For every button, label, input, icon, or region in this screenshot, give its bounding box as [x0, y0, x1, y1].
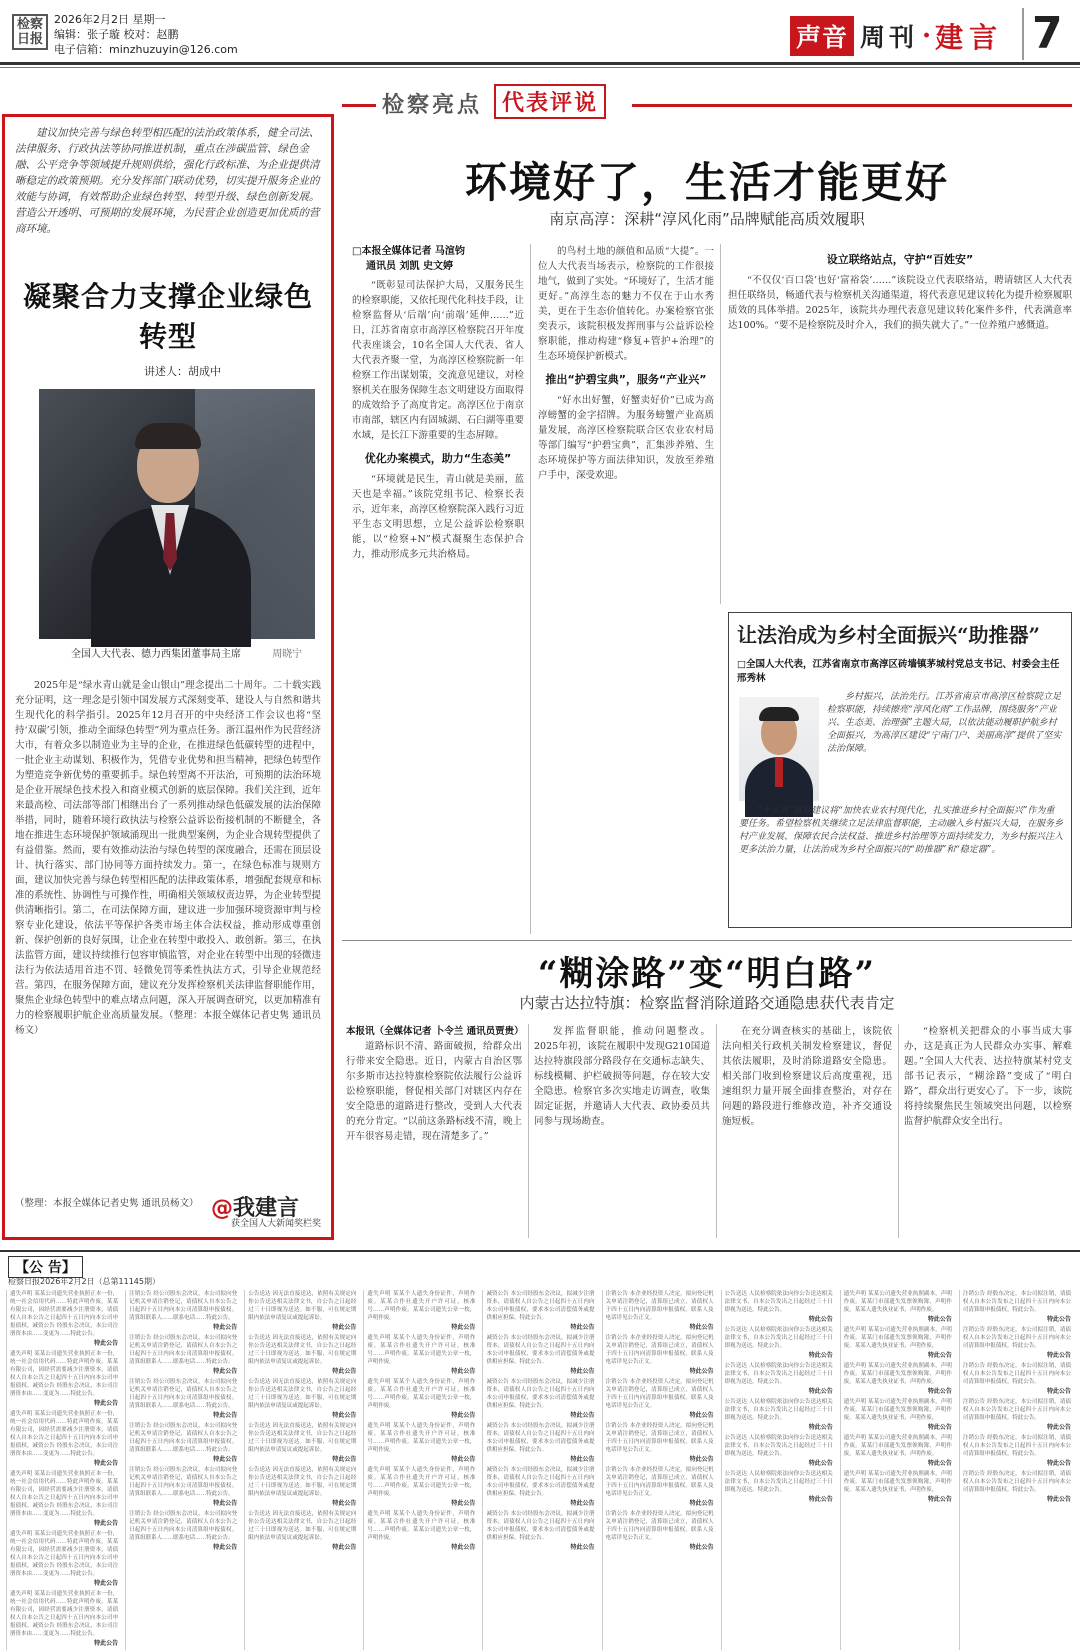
article2-column-4 — [904, 1024, 1072, 1238]
brand-week: 周刊 — [860, 23, 919, 52]
proposal-speaker: 讲述人：胡成中 — [144, 365, 221, 378]
notice-tag: 特此公告 — [689, 1368, 714, 1375]
notice-tag: 特此公告 — [451, 1412, 476, 1419]
notice-text: 公告送达 因无法直接送达，依照有关规定向你公告送达相关法律文书，自公告之日起经过三十日即视为送达。如不服，可在规定期限内依法申请复议或提起诉讼。 — [248, 1335, 357, 1365]
notice-tag: 特此公告 — [808, 1496, 833, 1503]
notice-text: 遗失声明 某某个人遗失身份证件，声明作废。某某合作社遗失开户许可证，核准号……声明作废。某某公司遗失公章一枚，声明作废。 — [367, 1291, 476, 1321]
notice-tag: 特此公告 — [689, 1412, 714, 1419]
notice-text: 注销公告 经股东决定，本公司拟注销，请债权人自本公告发布之日起四十五日内向本公司清算组申报债权。特此公告。 — [962, 1363, 1071, 1385]
issue-meta — [54, 12, 238, 57]
page-number: 7 — [1022, 8, 1063, 60]
notice-tag: 特此公告 — [94, 1340, 119, 1347]
notice-tag: 特此公告 — [332, 1544, 357, 1551]
notice-text: 注销公告 经股东决定，本公司拟注销，请债权人自本公告发布之日起四十五日内向本公司清算组申报债权。特此公告。 — [962, 1291, 1071, 1313]
photo-hair — [135, 423, 201, 449]
notice-tag: 特此公告 — [808, 1460, 833, 1467]
notice-text: 公告送达 因无法直接送达，依照有关规定向你公告送达相关法律文书，自公告之日起经过三十日即视为送达。如不服，可在规定期限内依法申请复议或提起诉讼。 — [248, 1291, 357, 1321]
notice-text: 公告送达 因无法直接送达，依照有关规定向你公告送达相关法律文书，自公告之日起经过三十日即视为送达。如不服，可在规定期限内依法申请复议或提起诉讼。 — [248, 1467, 357, 1497]
notice-tag: 特此公告 — [570, 1544, 595, 1551]
column-divider — [720, 244, 721, 604]
notice-text: 注销公告 经股东决定，本公司拟注销，请债权人自本公告发布之日起四十五日内向本公司清算组申报债权。特此公告。 — [962, 1399, 1071, 1421]
notice-tag: 特此公告 — [94, 1460, 119, 1467]
notice-text: 减资公告 本公司经股东会决议，拟减少注册资本，请债权人自公告之日起四十五日内向本公司申报债权，要求本公司清偿债务或提供相应担保。特此公告。 — [486, 1423, 595, 1453]
notice-text: 遗失声明 某某个人遗失身份证件，声明作废。某某合作社遗失开户许可证，核准号……声明作废。某某公司遗失公章一枚，声明作废。 — [367, 1511, 476, 1541]
brand-section: 建言 — [935, 21, 1004, 54]
article1-col2-para2: “好水出好蟹，好蟹卖好价”已成为高淳螃蟹的金字招牌。为服务螃蟹产业高质量发展，高淳区检察院联合区农业农村局等部门编写“护碧宝典”，汇集涉养殖、生态环境保护等方面法律知识，发放至养殖户手中，深受欢迎。 — [538, 395, 714, 481]
notice-tag: 特此公告 — [332, 1500, 357, 1507]
notice-tag: 特此公告 — [1046, 1352, 1071, 1359]
article1-col3-para: “不仅仅‘百口袋’也好‘富裕袋’……”该院设立代表联络站，聘请辖区人大代表担任联络员，畅通代表与检察机关沟通渠道，将代表意见建议转化为提升检察履职质效的具体举措。2025年，该院共办理代表意见建议转化案件多件，代表满意率达100%。“要不是检察院及时介入，我们的损失就大了。”一位养殖户感慨道。 — [728, 275, 1072, 331]
article2-title: “糊涂路”变“明白路” — [537, 954, 877, 994]
notice-text: 注销公告 本企业经投资人决定，拟向登记机关申请注销登记，清算组已成立，请债权人于四十五日内向清算组申报债权。联系人及电话详见公告正文。 — [605, 1511, 714, 1541]
column-divider — [528, 1024, 529, 1238]
notice-tag: 特此公告 — [689, 1500, 714, 1507]
article1-column-3 — [728, 252, 1072, 604]
notice-text: 减资公告 本公司经股东会决议，拟减少注册资本，请债权人自公告之日起四十五日内向本公司申报债权，要求本公司清偿债务或提供相应担保。特此公告。 — [486, 1511, 595, 1541]
newspaper-logo — [12, 14, 48, 50]
notice-tag: 特此公告 — [451, 1324, 476, 1331]
notice-text: 注销公告 本企业经投资人决定，拟向登记机关申请注销登记，清算组已成立，请债权人于四十五日内向清算组申报债权。联系人及电话详见公告正文。 — [605, 1467, 714, 1497]
notice-text: 注销公告 经股东决定，本公司拟注销，请债权人自本公告发布之日起四十五日内向本公司清算组申报债权。特此公告。 — [962, 1327, 1071, 1349]
notice-text: 注销公告 经公司股东会决议，本公司拟向登记机关申请注销登记，请债权人自本公告之日起四十五日内向本公司清算组申报债权。清算组联系人……联系电话……特此公告。 — [129, 1511, 238, 1541]
notice-text: 减资公告 本公司经股东会决议，拟减少注册资本，请债权人自公告之日起四十五日内向本公司申报债权，要求本公司清偿债务或提供相应担保。特此公告。 — [486, 1335, 595, 1365]
at-icon: @ — [211, 1196, 233, 1221]
notice-text: 公告送达 人民检察院依法向你公告送达相关法律文书，自本公告发出之日起经过三十日即视为送达。特此公告。 — [724, 1291, 833, 1313]
notice-text: 遗失声明 某某公司遗失营业执照副本，声明作废。某某门市部遗失发票领购簿，声明作废。某某人遗失执业证书，声明作废。 — [843, 1471, 952, 1493]
notice-text: 公告送达 人民检察院依法向你公告送达相关法律文书，自本公告发出之日起经过三十日即视为送达。特此公告。 — [724, 1363, 833, 1385]
notice-column — [125, 1290, 240, 1650]
notice-tag: 特此公告 — [927, 1316, 952, 1323]
portrait-tie — [775, 757, 783, 787]
notice-text: 公告送达 人民检察院依法向你公告送达相关法律文书，自本公告发出之日起经过三十日即视为送达。特此公告。 — [724, 1327, 833, 1349]
comment-text-1: 乡村振兴，法治先行。江苏省南京市高淳区检察院立足检察职能，持续擦亮“淳风化雨”工作品牌，围绕服务“产业兴、生态美、治理强”主题大局，以依法能动履职护航乡村全面振兴，为高淳区建设“宁南门户、美丽高淳”提供了坚实法治保障。 — [827, 692, 1062, 754]
notice-section — [0, 1250, 1080, 1647]
notice-text: 公告送达 因无法直接送达，依照有关规定向你公告送达相关法律文书，自公告之日起经过三十日即视为送达。如不服，可在规定期限内依法申请复议或提起诉讼。 — [248, 1379, 357, 1409]
notice-tag: 特此公告 — [94, 1520, 119, 1527]
notice-tag: 特此公告 — [1046, 1388, 1071, 1395]
notice-column — [721, 1290, 836, 1650]
article1-column-2 — [538, 244, 714, 934]
notice-tag: 特此公告 — [1046, 1424, 1071, 1431]
article-separator — [342, 940, 1072, 941]
comment-title: 让法治成为乡村全面振兴“助推器” — [737, 623, 1041, 647]
notice-text: 遗失声明 某某公司遗失营业执照正本一份，统一社会信用代码……特此声明作废。某某有限公司，因经营需要减少注册资本，请债权人自本公告之日起四十五日内向本公司申报债权。减资公告 经股东会决议，本公司注册资本由……变更为……特此公告。 — [10, 1351, 119, 1397]
notice-tag: 特此公告 — [689, 1456, 714, 1463]
notice-date: 检察日报2026年2月2日（总第11145期） — [8, 1277, 160, 1286]
notice-tag: 特此公告 — [1046, 1496, 1071, 1503]
notice-text: 注销公告 本企业经投资人决定，拟向登记机关申请注销登记，清算组已成立，请债权人于四十五日内向清算组申报债权。联系人及电话详见公告正文。 — [605, 1335, 714, 1365]
notice-tag: 特此公告 — [808, 1424, 833, 1431]
notice-text: 减资公告 本公司经股东会决议，拟减少注册资本，请债权人自公告之日起四十五日内向本公司申报债权，要求本公司清偿债务或提供相应担保。特此公告。 — [486, 1379, 595, 1409]
footer-note: （整理：本报全媒体记者史隽 通讯员杨文） — [15, 1198, 199, 1209]
notice-tag: 特此公告 — [808, 1316, 833, 1323]
notice-text: 注销公告 经公司股东会决议，本公司拟向登记机关申请注销登记，请债权人自本公告之日起四十五日内向本公司清算组申报债权。清算组联系人……联系电话……特此公告。 — [129, 1291, 238, 1321]
article2-column-2 — [534, 1024, 710, 1238]
notice-tag: 特此公告 — [1046, 1316, 1071, 1323]
notice-tag: 特此公告 — [570, 1456, 595, 1463]
issue-date: 2026年2月2日 星期一 — [54, 13, 166, 26]
portrait-hair — [759, 707, 799, 721]
notice-text: 遗失声明 某某公司遗失营业执照正本一份，统一社会信用代码……特此声明作废。某某有限公司，因经营需要减少注册资本，请债权人自本公告之日起四十五日内向本公司申报债权。减资公告 经股东会决议，本公司注册资本由……变更为……特此公告。 — [10, 1591, 119, 1637]
masthead — [0, 0, 1080, 70]
section-brand — [790, 14, 1003, 58]
notice-text: 注销公告 经股东决定，本公司拟注销，请债权人自本公告发布之日起四十五日内向本公司清算组申报债权。特此公告。 — [962, 1471, 1071, 1493]
article2-col2-para: 发挥监督职能，推动问题整改。2025年初，该院在履职中发现G210国道达拉特旗段部分路段存在交通标志缺失、标线模糊、护栏破损等问题，存在较大安全隐患。检察官多次实地走访调查，收集固定证据，并邀请人大代表、政协委员共同参与现场勘查。 — [534, 1026, 710, 1127]
kicker-gray: 检察亮点 — [382, 93, 483, 118]
notice-tag: 特此公告 — [451, 1368, 476, 1375]
article1-col2-para: 的鸟村土地的颜值和品质“大提”。一位人大代表当场表示，检察院的工作很接地气，做到了实处。“环境好了，生活才能更好。”高淳生态的魅力不仅在于山水秀美，更在于生态价值转化。办案检察官张奕表示，该院积极发挥刑事与公益诉讼检察职能，推动构建“修复+管护+治理”的生态环境保护新模式。 — [538, 246, 714, 362]
notice-rule — [0, 1250, 1080, 1252]
article2-column-3 — [722, 1024, 892, 1238]
notice-column — [840, 1290, 955, 1650]
notice-header: 【公 告】 — [8, 1256, 83, 1278]
proposal-title: 凝聚合力支撑企业绿色转型 — [22, 280, 313, 353]
article2-col1-para: 道路标识不清、路面破损，给群众出行带来安全隐患。近日，内蒙古自治区鄂尔多斯市达拉特旗检察院依法履行公益诉讼检察职能，督促相关部门对辖区内存在安全隐患的道路进行整改，受到人大代表的充分肯定。“以前这条路标线不清，晚上开车很容易走错，现在清楚多了。” — [346, 1041, 522, 1142]
article1-col1-para2: “环境就是民生，青山就是美丽，蓝天也是幸福。”该院党组书记、检察长表示，近年来，高淳区检察院深入践行习近平生态文明思想，立足公益诉讼检察职能，以“检察+N”模式凝聚生态保护合力，推动形成多元共治格局。 — [352, 474, 524, 560]
top-rule — [0, 62, 1080, 65]
article1-col1-para: “既彰显司法保护大局，又服务民生的检察职能，又依托现代化科技手段，让检察监督从‘后端’向‘前端’延伸……”近日，江苏省南京市高淳区检察院召开年度代表座谈会，10名全国人大代表、省人大代表齐聚一堂，为高淳区检察院新一年检察工作出谋划策，交流意见建议，对检察机关在服务保障生态文明建设方面取得的成效给予了高度肯定。高淳区位于南京市南部，辖区内有固城湖、石臼湖等重要水域，是长江下游重要的生态屏障。 — [352, 280, 524, 441]
kicker-rule-left — [342, 104, 376, 107]
notice-tag: 特此公告 — [332, 1368, 357, 1375]
notice-tag: 特此公告 — [451, 1544, 476, 1551]
article1-byline-2: 通讯员 刘凯 史文婷 — [366, 261, 453, 272]
notice-tag: 特此公告 — [213, 1368, 238, 1375]
notice-text: 遗失声明 某某公司遗失营业执照副本，声明作废。某某门市部遗失发票领购簿，声明作废。某某人遗失执业证书，声明作废。 — [843, 1327, 952, 1349]
notice-text: 遗失声明 某某个人遗失身份证件，声明作废。某某合作社遗失开户许可证，核准号……声明作废。某某公司遗失公章一枚，声明作废。 — [367, 1335, 476, 1365]
notice-text: 遗失声明 某某公司遗失营业执照正本一份，统一社会信用代码……特此声明作废。某某有限公司，因经营需要减少注册资本，请债权人自本公告之日起四十五日内向本公司申报债权。减资公告 经股东会决议，本公司注册资本由……变更为……特此公告。 — [10, 1411, 119, 1457]
notice-text: 遗失声明 某某公司遗失营业执照副本，声明作废。某某门市部遗失发票领购簿，声明作废。某某人遗失执业证书，声明作废。 — [843, 1435, 952, 1457]
article2-col4-para: “检察机关把群众的小事当成大事办，这是真正为人民群众办实事、解难题。”全国人大代表、达拉特旗某村党支部书记表示，“糊涂路”变成了“明白路”，群众出行更安心了。下一步，该院将持续聚焦民生领域突出问题，以检察监督护航群众安全出行。 — [904, 1026, 1072, 1127]
notice-tag: 特此公告 — [927, 1352, 952, 1359]
editors-line: 编辑：张子璇 校对：赵鹏 — [54, 28, 179, 41]
logo-text: 检察日报 — [16, 17, 43, 47]
notice-text: 减资公告 本公司经股东会决议，拟减少注册资本，请债权人自公告之日起四十五日内向本公司申报债权，要求本公司清偿债务或提供相应担保。特此公告。 — [486, 1467, 595, 1497]
notice-column — [602, 1290, 717, 1650]
notice-text: 注销公告 经股东决定，本公司拟注销，请债权人自本公告发布之日起四十五日内向本公司清算组申报债权。特此公告。 — [962, 1435, 1071, 1457]
notice-tag: 特此公告 — [213, 1412, 238, 1419]
notice-text: 注销公告 本企业经投资人决定，拟向登记机关申请注销登记，清算组已成立，请债权人于四十五日内向清算组申报债权。联系人及电话详见公告正文。 — [605, 1291, 714, 1321]
notice-tag: 特此公告 — [451, 1500, 476, 1507]
notice-tag: 特此公告 — [570, 1324, 595, 1331]
notice-tag: 特此公告 — [451, 1456, 476, 1463]
representative-portrait — [739, 697, 819, 801]
notice-tag: 特此公告 — [332, 1324, 357, 1331]
article1-col2-subhead: 推出“护碧宝典”，服务“产业兴” — [545, 373, 707, 386]
notice-tag: 特此公告 — [808, 1388, 833, 1395]
top-rule-thin — [0, 67, 1080, 68]
column-divider — [530, 244, 531, 934]
notice-text: 遗失声明 某某公司遗失营业执照正本一份，统一社会信用代码……特此声明作废。某某有限公司，因经营需要减少注册资本，请债权人自本公告之日起四十五日内向本公司申报债权。减资公告 经股东会决议，本公司注册资本由……变更为……特此公告。 — [10, 1291, 119, 1337]
notice-tag: 特此公告 — [94, 1400, 119, 1407]
section-kicker — [342, 84, 1072, 120]
notice-tag: 特此公告 — [213, 1500, 238, 1507]
article2-col3-para: 在充分调查核实的基础上，该院依法向相关行政机关制发检察建议，督促其依法履职，及时消除道路安全隐患。相关部门收到检察建议后高度重视，迅速组织力量开展全面排查整治，对存在问题的路段进行维修改造，补齐交通设施短板。 — [722, 1026, 892, 1127]
brand-voice: 声音 — [790, 16, 854, 56]
notice-text: 减资公告 本公司经股东会决议，拟减少注册资本，请债权人自公告之日起四十五日内向本公司申报债权，要求本公司清偿债务或提供相应担保。特此公告。 — [486, 1291, 595, 1321]
notice-text: 公告送达 因无法直接送达，依照有关规定向你公告送达相关法律文书，自公告之日起经过三十日即视为送达。如不服，可在规定期限内依法申请复议或提起诉讼。 — [248, 1511, 357, 1541]
notice-tag: 特此公告 — [1046, 1460, 1071, 1467]
proposal-intro: 建议加快完善与绿色转型相匹配的法治政策体系，健全司法、法律服务、行政执法等协同推进机制，重点在涉碳监管、绿色金融、公平竞争等领域提升规则供给，强化行政标准、为企业提供清晰稳定的政策预期。充分发挥部门联动优势，切实提升服务企业的效能与协调，有效帮助企业绿色转型、转型升级、绿色创新发展。营造公开透明、可预期的发展环境，为民营企业创造更加优质的营商环境。 — [15, 127, 320, 235]
brand-dot: · — [922, 21, 932, 51]
column-logo-text: 我建言 — [233, 1196, 300, 1221]
notice-text: 遗失声明 某某公司遗失营业执照副本，声明作废。某某门市部遗失发票领购簿，声明作废。某某人遗失执业证书，声明作废。 — [843, 1363, 952, 1385]
article1-subtitle: 南京高淳：深耕“淳风化雨”品牌赋能高质效履职 — [549, 210, 865, 228]
proposal-body: 2025年是“绿水青山就是金山银山”理念提出二十周年。二十载实践充分证明，这一理念是引领中国发展方式深刻变革、建设人与自然和谐共生现代化的科学指引。2025年12月召开的中央经济工作会议也将“坚持‘双碳’引领，推动全面绿色转型”列为重点任务。浙江温州作为民营经济大市，有着众多以制造业为主导的企业，在推进绿色低碳转型的进程中，一批企业主动谋划、积极作为，凭借专业优势和担当精神，把绿色转型作为塑造竞争新优势的重要抓手。绿色转型离不开法治，可预期的法治环境是企业开展绿色技术投入和商业模式创新的底层保障。我们关注到，近年来最高检、司法部等部门相继出台了一系列推动绿色低碳发展的法治保障举措，同时，随着环境行政执法与检察公益诉讼衔接机制的不断健全，各地在推进生态环境保护领域涌现出一批典型案例，为企业合规转型提供了有益借鉴。然而，要有效推动法治与绿色转型的深度融合，还需在顶层设计、执行落实、部门协同等方面持续发力。第一，在绿色标准与规则方面，建议加快完善与绿色转型相匹配的法律政策体系，增强配套规章和标准的系统性、协调性与可操作性，明确相关领域权责边界，为企业转型提供清晰指引。第二，在司法保障方面，建议进一步加强环境资源审判与检察专业化建设，依法平等保护各类市场主体合法权益，推动形成尊重创新、保护创新的良好氛围，让企业在转型中敢投入、敢创新。第三，在执法监管方面，建议持续推行包容审慎监管，对企业在转型中出现的轻微违法行为依法适用首违不罚、轻微免罚等柔性执法方式，引导企业规范经营。第四，在服务保障方面，建议充分发挥检察机关法律监督职能作用，聚焦企业绿色转型中的难点堵点问题，深入开展调查研究，以更加精准有力的检察履职护航企业高质量发展。（整理：本报全媒体记者史隽 通讯员杨文） — [15, 680, 321, 1036]
notice-text: 注销公告 本企业经投资人决定，拟向登记机关申请注销登记，清算组已成立，请债权人于四十五日内向清算组申报债权。联系人及电话详见公告正文。 — [605, 1423, 714, 1453]
notice-text: 注销公告 经公司股东会决议，本公司拟向登记机关申请注销登记，请债权人自本公告之日起四十五日内向本公司清算组申报债权。清算组联系人……联系电话……特此公告。 — [129, 1379, 238, 1409]
article2-byline: 本报讯（全媒体记者 卜令兰 通讯员贾贵） — [346, 1026, 524, 1037]
notice-tag: 特此公告 — [689, 1324, 714, 1331]
article1-byline-1: □本报全媒体记者 马渲钧 — [352, 246, 465, 257]
notice-tag: 特此公告 — [570, 1368, 595, 1375]
notice-text: 遗失声明 某某个人遗失身份证件，声明作废。某某合作社遗失开户许可证，核准号……声明作废。某某公司遗失公章一枚，声明作废。 — [367, 1379, 476, 1409]
notice-text: 遗失声明 某某个人遗失身份证件，声明作废。某某合作社遗失开户许可证，核准号……声明作废。某某公司遗失公章一枚，声明作废。 — [367, 1423, 476, 1453]
notice-tag: 特此公告 — [927, 1496, 952, 1503]
notice-tag: 特此公告 — [570, 1412, 595, 1419]
notice-text: 注销公告 本企业经投资人决定，拟向登记机关申请注销登记，清算组已成立，请债权人于四十五日内向清算组申报债权。联系人及电话详见公告正文。 — [605, 1379, 714, 1409]
caption-credit: 周晓宁 — [272, 649, 303, 660]
notice-text: 遗失声明 某某公司遗失营业执照副本，声明作废。某某门市部遗失发票领购簿，声明作废。某某人遗失执业证书，声明作废。 — [843, 1291, 952, 1313]
notice-tag: 特此公告 — [927, 1460, 952, 1467]
notice-tag: 特此公告 — [689, 1544, 714, 1551]
notice-text: 遗失声明 某某个人遗失身份证件，声明作废。某某合作社遗失开户许可证，核准号……声明作废。某某公司遗失公章一枚，声明作废。 — [367, 1467, 476, 1497]
column-divider — [898, 1024, 899, 1238]
notice-text: 注销公告 经公司股东会决议，本公司拟向登记机关申请注销登记，请债权人自本公告之日起四十五日内向本公司清算组申报债权。清算组联系人……联系电话……特此公告。 — [129, 1467, 238, 1497]
notice-grid — [6, 1290, 1074, 1647]
notice-tag: 特此公告 — [213, 1544, 238, 1551]
article1-title: 环境好了，生活才能更好 — [464, 158, 949, 207]
article1-col3-subhead: 设立联络站点，守护“百姓安” — [826, 253, 974, 266]
notice-tag: 特此公告 — [808, 1352, 833, 1359]
notice-tag: 特此公告 — [927, 1388, 952, 1395]
kicker-rule-right — [632, 104, 1072, 107]
notice-column — [482, 1290, 597, 1650]
proposal-panel — [2, 114, 334, 1240]
column-divider — [716, 1024, 717, 1238]
article1-column-1 — [352, 244, 524, 574]
notice-tag: 特此公告 — [213, 1324, 238, 1331]
notice-tag: 特此公告 — [94, 1640, 119, 1647]
notice-tag: 特此公告 — [927, 1424, 952, 1431]
notice-text: 公告送达 人民检察院依法向你公告送达相关法律文书，自本公告发出之日起经过三十日即视为送达。特此公告。 — [724, 1435, 833, 1457]
notice-text: 注销公告 经公司股东会决议，本公司拟向登记机关申请注销登记，请债权人自本公告之日起四十五日内向本公司清算组申报债权。清算组联系人……联系电话……特此公告。 — [129, 1423, 238, 1453]
notice-text: 遗失声明 某某公司遗失营业执照副本，声明作废。某某门市部遗失发票领购簿，声明作废。某某人遗失执业证书，声明作废。 — [843, 1399, 952, 1421]
notice-text: 注销公告 经公司股东会决议，本公司拟向登记机关申请注销登记，请债权人自本公告之日起四十五日内向本公司清算组申报债权。清算组联系人……联系电话……特此公告。 — [129, 1335, 238, 1365]
notice-column — [363, 1290, 478, 1650]
representative-comment-box — [728, 612, 1072, 928]
comment-text-2: “十五五”规划建议将“加快农业农村现代化，扎实推进乡村全面振兴”作为重要任务。希望检察机关继续立足法律监督职能，主动融入乡村振兴大局，在服务乡村产业发展、保障农民合法权益、推进乡村治理等方面持续发力，为乡村振兴注入更多法治力量，让法治成为乡村全面振兴的“助推器”和“稳定器”。 — [739, 806, 1064, 855]
notice-tag: 特此公告 — [332, 1412, 357, 1419]
notice-tag: 特此公告 — [213, 1456, 238, 1463]
caption-text: 全国人大代表、德力西集团董事局主席 — [71, 649, 241, 660]
speaker-photo — [39, 389, 315, 639]
article2-column-1 — [346, 1024, 522, 1238]
notice-column — [244, 1290, 359, 1650]
award-note: 获全国人大新闻奖栏奖 — [230, 1219, 321, 1229]
comment-author: □全国人大代表，江苏省南京市高淳区砖墙镇茅城村党总支书记、村委会主任 邢秀林 — [737, 659, 1060, 684]
article2-subtitle: 内蒙古达拉特旗：检察监督消除道路交通隐患获代表肯定 — [519, 994, 895, 1012]
notice-text: 遗失声明 某某公司遗失营业执照正本一份，统一社会信用代码……特此声明作废。某某有限公司，因经营需要减少注册资本，请债权人自本公告之日起四十五日内向本公司申报债权。减资公告 经股东会决议，本公司注册资本由……变更为……特此公告。 — [10, 1471, 119, 1517]
notice-tag: 特此公告 — [570, 1500, 595, 1507]
proposal-footer — [15, 1191, 321, 1229]
notice-tag: 特此公告 — [94, 1580, 119, 1587]
notice-tag: 特此公告 — [332, 1456, 357, 1463]
photo-caption — [15, 645, 321, 660]
notice-column — [959, 1290, 1074, 1650]
kicker-red: 代表评说 — [494, 84, 606, 119]
notice-text: 遗失声明 某某公司遗失营业执照正本一份，统一社会信用代码……特此声明作废。某某有限公司，因经营需要减少注册资本，请债权人自本公告之日起四十五日内向本公司申报债权。减资公告 经股东会决议，本公司注册资本由……变更为……特此公告。 — [10, 1531, 119, 1577]
email-line: 电子信箱：minzhuzuyin@126.com — [54, 43, 238, 56]
notice-text: 公告送达 因无法直接送达，依照有关规定向你公告送达相关法律文书，自公告之日起经过三十日即视为送达。如不服，可在规定期限内依法申请复议或提起诉讼。 — [248, 1423, 357, 1453]
article1-col1-subhead: 优化办案模式，助力“生态美” — [364, 452, 512, 465]
notice-column — [6, 1290, 121, 1650]
notice-text: 公告送达 人民检察院依法向你公告送达相关法律文书，自本公告发出之日起经过三十日即视为送达。特此公告。 — [724, 1471, 833, 1493]
notice-text: 公告送达 人民检察院依法向你公告送达相关法律文书，自本公告发出之日起经过三十日即视为送达。特此公告。 — [724, 1399, 833, 1421]
